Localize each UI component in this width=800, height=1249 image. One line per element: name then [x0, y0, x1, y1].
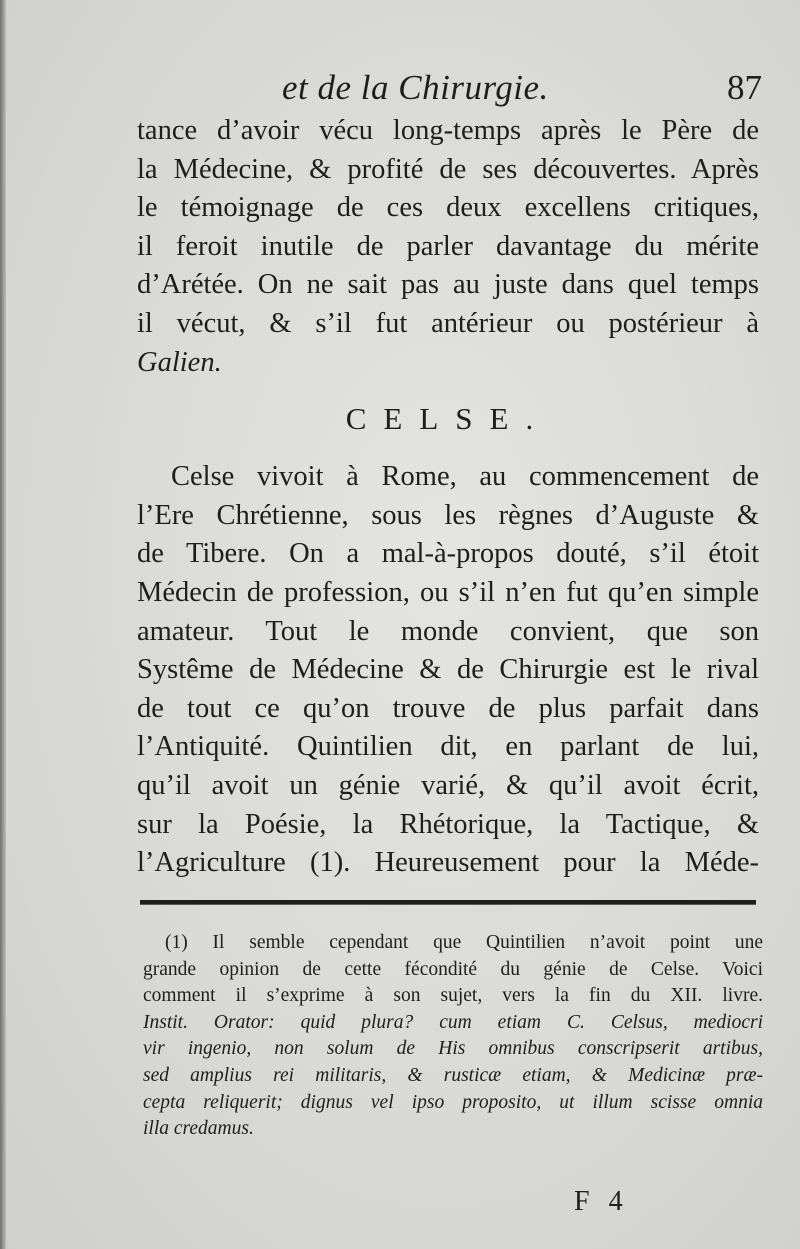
- text-line: amateur. Tout le monde convient, que son: [137, 615, 759, 647]
- page-header: [132, 68, 762, 118]
- text-line: qu’il avoit un génie varié, & qu’il avoit écrit,: [137, 769, 759, 801]
- text-line: Galien.: [137, 346, 222, 378]
- section-heading: CELSE.: [345, 401, 551, 437]
- footnote-line: illa credamus.: [143, 1118, 254, 1140]
- text-line: la Médecine, & profité de ses découvertes. Après: [137, 153, 759, 185]
- text-line: Celse vivoit à Rome, au commencement de: [171, 461, 759, 493]
- footnote-line: (1) Il semble cependant que Quintilien n’avoit point une: [165, 932, 763, 953]
- text-line: sur la Poésie, la Rhétorique, la Tactique, &: [137, 808, 759, 840]
- text-line: de tout ce qu’on trouve de plus parfait dans: [137, 692, 759, 724]
- text-line: il vécut, & s’il fut antérieur ou postérieur à: [137, 307, 759, 339]
- text-line: il feroit inutile de parler davantage du mérite: [137, 230, 759, 262]
- footnote-rule: [140, 900, 756, 905]
- main-text: [137, 112, 759, 883]
- running-title: et de la Chirurgie.: [282, 68, 549, 107]
- text-line: d’Arétée. On ne sait pas au juste dans quel temps: [137, 269, 759, 301]
- footnote: [143, 930, 763, 1143]
- text-line: l’Agriculture (1). Heureusement pour la Méde-: [137, 847, 759, 879]
- footnote-line: comment il s’exprime à son sujet, vers la fin du XII. livre.: [143, 985, 763, 1007]
- text-line: l’Ere Chrétienne, sous les règnes d’Auguste &: [137, 499, 759, 531]
- text-line: le témoignage de ces deux excellens critiques,: [137, 192, 759, 224]
- footnote-line: sed amplius rei militaris, & rusticæ etiam, & Medicinæ præ-: [143, 1064, 763, 1086]
- page-edge-shadow: [0, 0, 6, 1249]
- text-line: Systême de Médecine & de Chirurgie est le rival: [137, 654, 759, 686]
- text-line: Médecin de profession, ou s’il n’en fut qu’en simple: [137, 576, 759, 608]
- footnote-line: Instit. Orator: quid plura? cum etiam C. Celsus, mediocri: [143, 1011, 763, 1033]
- footnote-line: grande opinion de cette fécondité du génie de Celse. Voici: [143, 958, 763, 980]
- text-line: tance d’avoir vécu long-temps après le Père de: [137, 115, 759, 146]
- footnote-line: vir ingenio, non solum de His omnibus conscripserit artibus,: [143, 1038, 763, 1060]
- footnote-line: cepta reliquerit; dignus vel ipso proposito, ut illum scisse omnia: [143, 1091, 763, 1113]
- text-line: l’Antiquité. Quintilien dit, en parlant de lui,: [137, 731, 759, 763]
- page-number: 87: [727, 68, 762, 107]
- text-line: de Tibere. On a mal-à-propos douté, s’il étoit: [137, 538, 759, 570]
- signature-mark: F 4: [574, 1186, 629, 1217]
